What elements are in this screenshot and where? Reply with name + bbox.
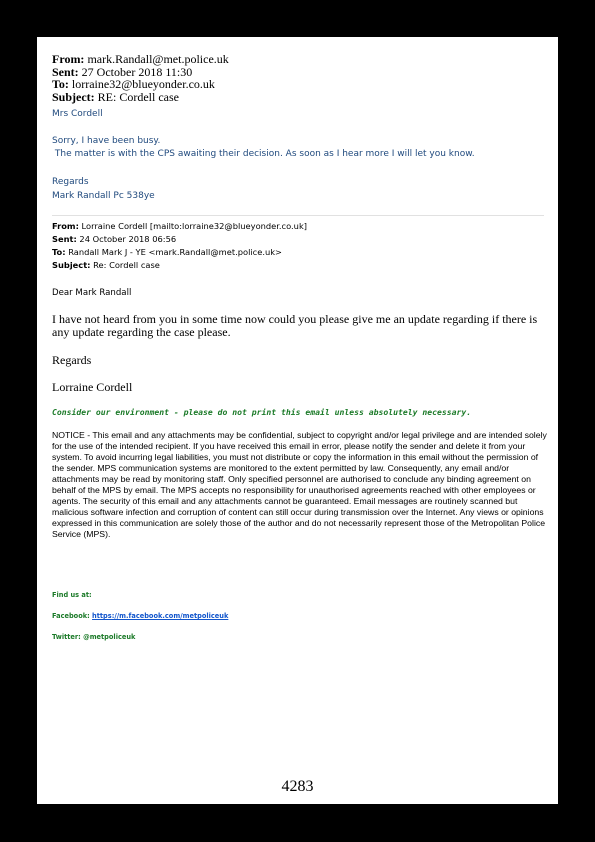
original-signature: Lorraine Cordell: [52, 380, 133, 394]
original-sent: Sent: 24 October 2018 06:56: [52, 234, 177, 244]
reply-greeting: Mrs Cordell: [52, 109, 103, 119]
original-regards: Regards: [52, 353, 92, 367]
legal-notice: NOTICE - This email and any attachments may be confidential, subject to copyright and/or legal privilege and are intended solely for the use of the intended recipient. If you have received this email in error, please notify the sender and delete it from your system. To avoid incurring legal liabilities, you must not distribute or copy the information in this email without the permission of the sender. MPS communication systems are monitored to the extent permitted by law. Consequently, any email and/or attachments may be read by monitoring staff. Only specified personnel are authorised to conclude any binding agreement on behalf of the MPS by email. The MPS accepts no responsibility for unauthorised agreements reached with other employees or agents. The security of this email and any attachments cannot be guaranteed. Email messages are routinely scanned but malicious software infection and corruption of content can still occur during transmission over the Internet. Any views or opinions expressed in this communication are solely those of the author and do not necessarily represent those of the Metropolitan Police Service (MPS).: [52, 430, 547, 539]
reply-from: From: mark.Randall@met.police.uk: [52, 52, 229, 66]
original-subject: Subject: Re: Cordell case: [52, 260, 160, 270]
original-body: I have not heard from you in some time now could you please give me an update regarding if there is any update regarding the case please.: [52, 312, 538, 340]
reply-header: [52, 53, 229, 103]
separator-rule: [52, 215, 544, 216]
facebook-label: Facebook:: [52, 612, 90, 620]
facebook-line: [52, 612, 228, 620]
facebook-link[interactable]: https://m.facebook.com/metpoliceuk: [92, 612, 229, 620]
original-from: From: Lorraine Cordell [mailto:lorraine32@blueyonder.co.uk]: [52, 221, 307, 231]
twitter-handle: @metpoliceuk: [83, 633, 136, 641]
reply-signature: Mark Randall Pc 538ye: [52, 191, 155, 201]
reply-regards: Regards: [52, 177, 89, 187]
twitter-line: [52, 633, 135, 641]
original-header: [52, 220, 307, 272]
twitter-label: Twitter:: [52, 633, 81, 641]
original-greeting: Dear Mark Randall: [52, 288, 132, 298]
document-page: [37, 37, 558, 804]
find-us-label: Find us at:: [52, 591, 92, 599]
page-number: 4283: [281, 778, 314, 795]
original-to: To: Randall Mark J - YE <mark.Randall@met.police.uk>: [52, 247, 283, 257]
reply-line-2: The matter is with the CPS awaiting their decision. As soon as I hear more I will let you know.: [52, 149, 475, 159]
reply-to: To: lorraine32@blueyonder.co.uk: [52, 77, 215, 92]
reply-sent: Sent: 27 October 2018 11:30: [52, 64, 193, 79]
reply-line-1: Sorry, I have been busy.: [52, 136, 161, 146]
environment-notice: Consider our environment - please do not print this email unless absolutely necessary.: [52, 407, 472, 417]
reply-subject: Subject: RE: Cordell case: [52, 89, 179, 104]
